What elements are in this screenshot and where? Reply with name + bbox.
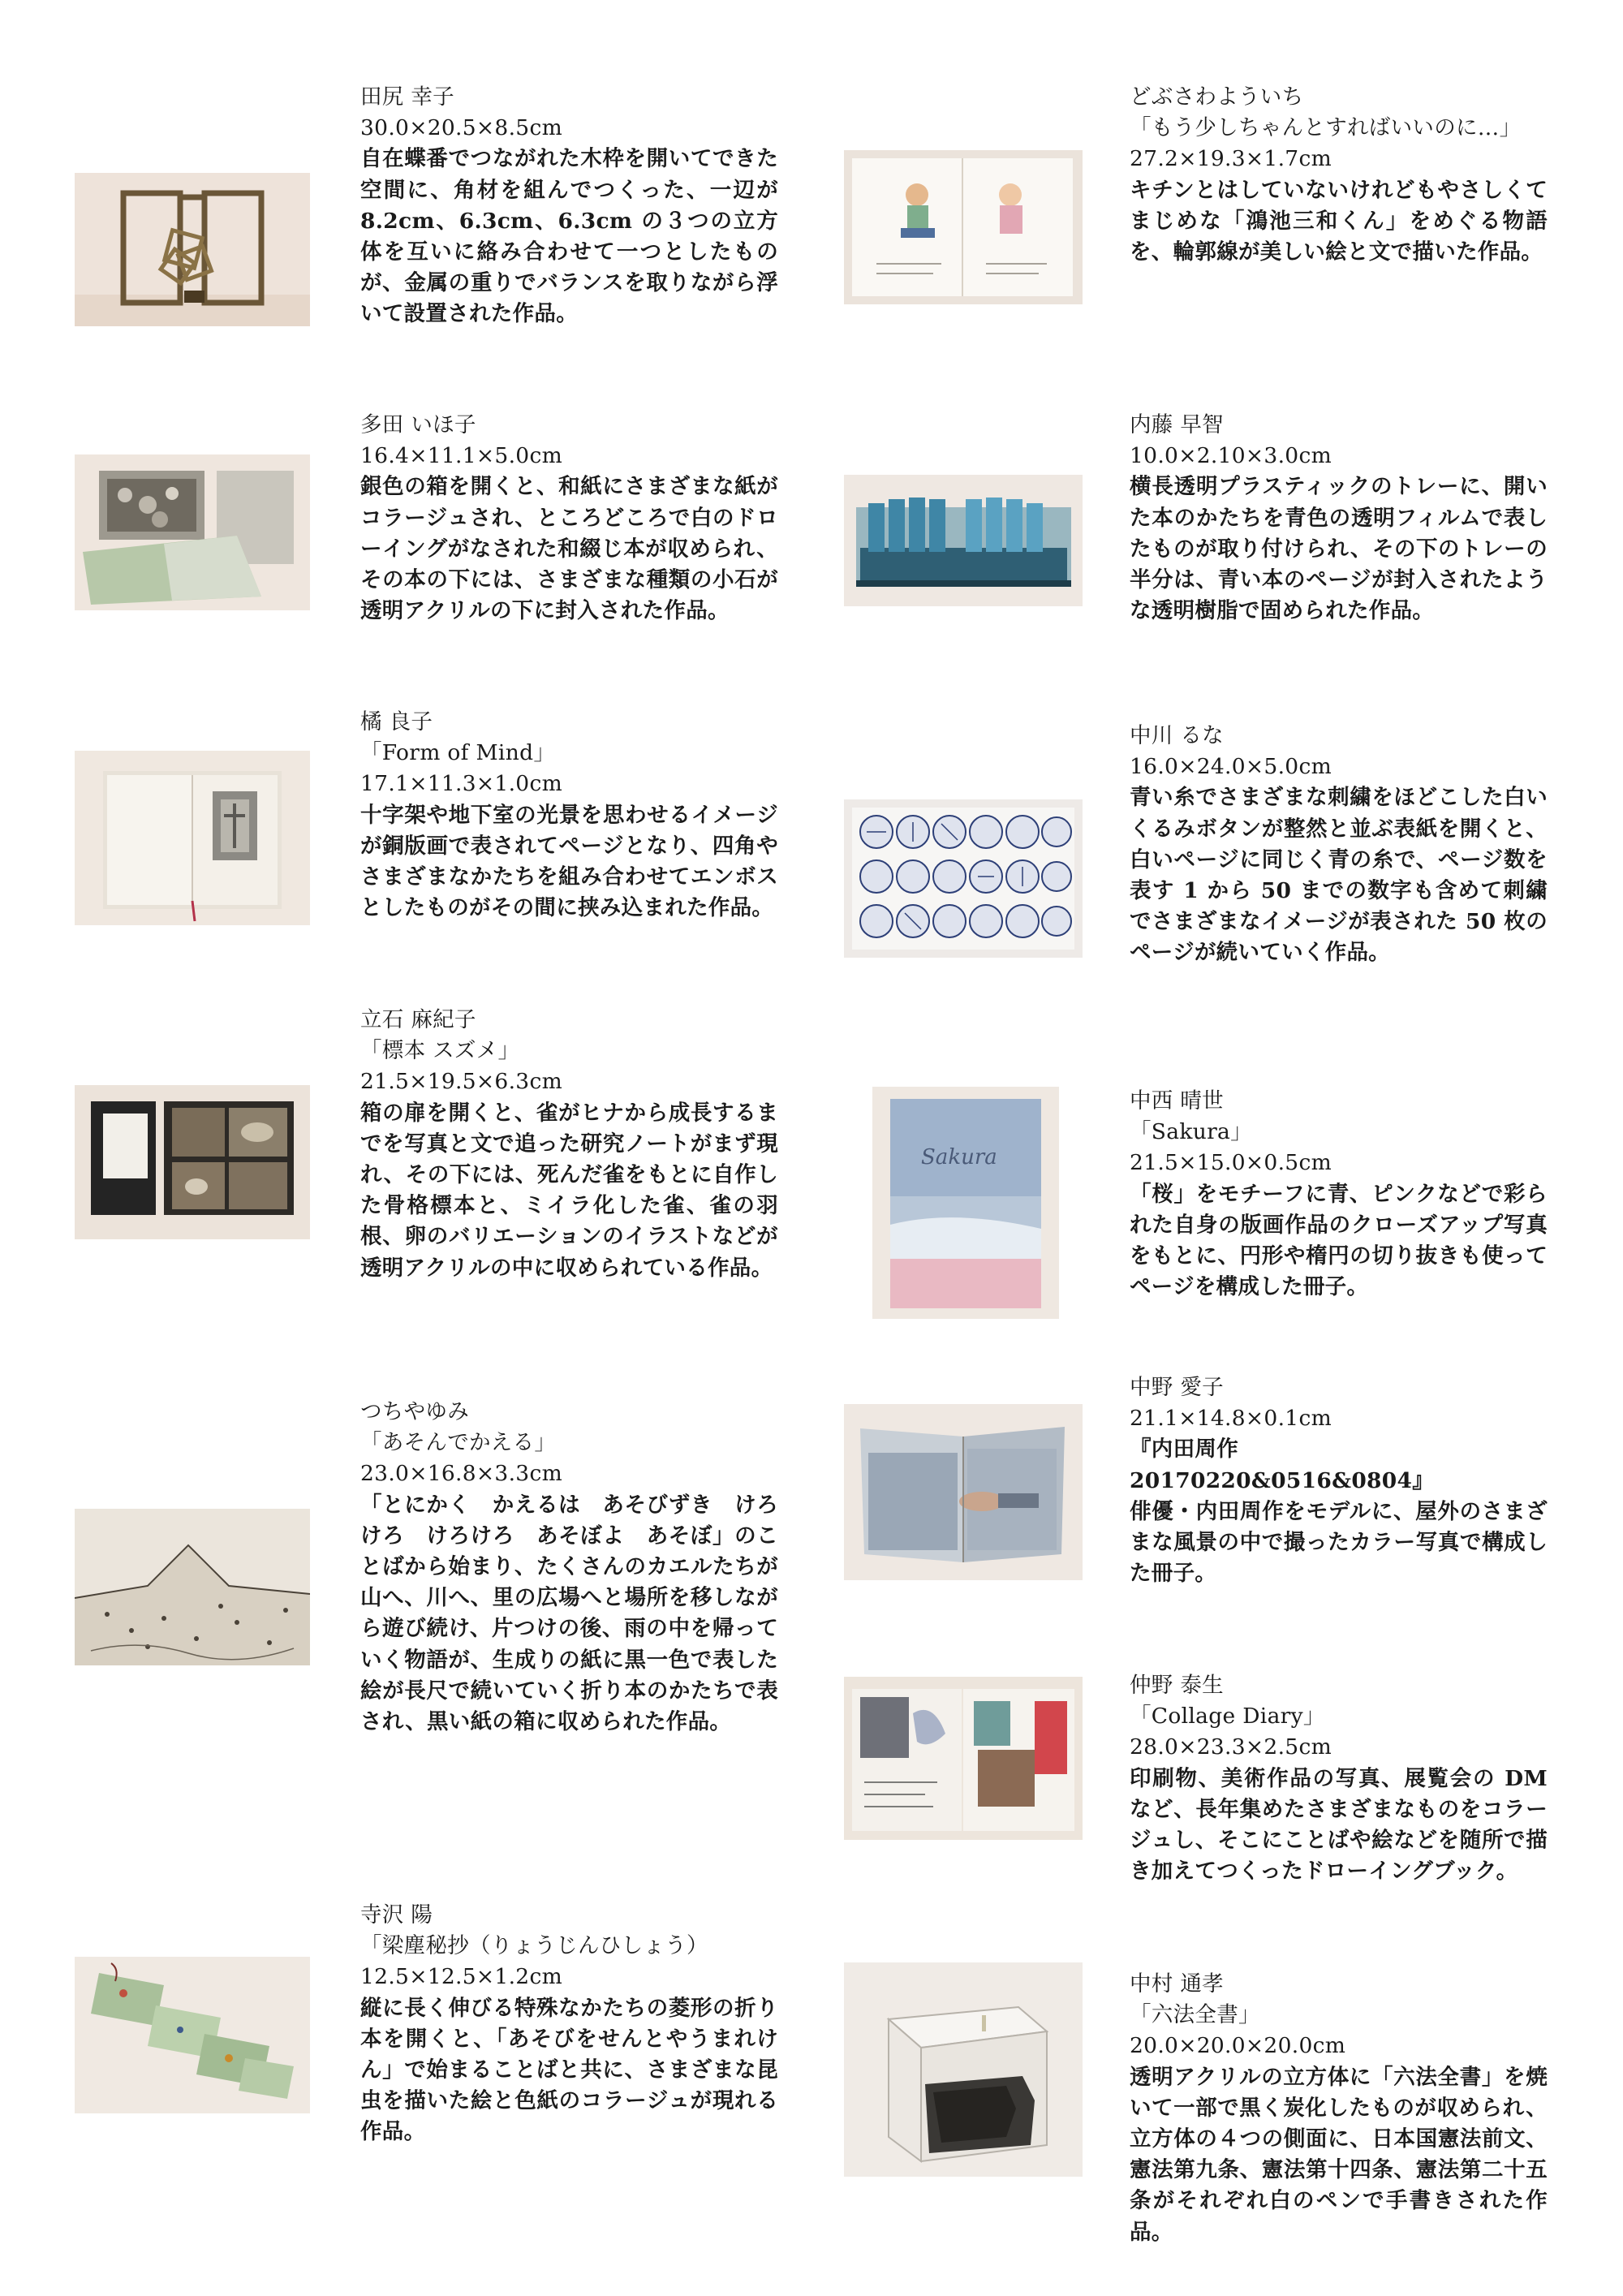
artwork-title: 「Form of Mind」 bbox=[360, 740, 556, 766]
artwork-photo bbox=[75, 1957, 310, 2113]
artist-name: 中西 晴世 bbox=[1130, 1088, 1224, 1114]
description: 印刷物、美術作品の写真、展覧会の DM など、長年集めたさまざまなものをコラージュし、そこにことばや絵などを随所で描き加えてつくったドローイングブック。 bbox=[1130, 1765, 1548, 1885]
dimensions: 27.2×19.3×1.7cm bbox=[1130, 146, 1332, 172]
artist-name: 中野 愛子 bbox=[1130, 1375, 1224, 1400]
artwork-title: 「六法全書」 bbox=[1130, 2002, 1260, 2028]
description: 縦に長く伸びる特殊なかたちの菱形の折り本を開くと、「あそびをせんとやうまれけん」で始まることばと共に、さまざまな昆虫を描いた絵と色紙のコラージュが現れる作品。 bbox=[360, 1995, 778, 2145]
artwork-photo bbox=[75, 751, 310, 925]
artist-name: どぶさわよういち bbox=[1130, 84, 1304, 110]
artist-name: 田尻 幸子 bbox=[360, 84, 454, 110]
dimensions: 21.5×15.0×0.5cm bbox=[1130, 1150, 1332, 1176]
artist-name: 多田 いほ子 bbox=[360, 412, 476, 437]
dimensions: 20.0×20.0×20.0cm bbox=[1130, 2033, 1346, 2059]
artist-name: 中川 るな bbox=[1130, 723, 1224, 748]
description: 十字架や地下室の光景を思わせるイメージが銅版画で表されてページとなり、四角やさまざまなかたちを組み合わせてエンボスとしたものがその間に挟み込まれた作品。 bbox=[360, 802, 778, 921]
description: 箱の扉を開くと、雀がヒナから成長するまでを写真と文で追った研究ノートがまず現れ、その下には、死んだ雀をもとに自作した骨格標本と、ミイラ化した雀、雀の羽根、卵のバリエーションのイラストなどが透明アクリルの中に収められている作品。 bbox=[360, 1100, 778, 1281]
artwork-photo bbox=[872, 1087, 1059, 1319]
artist-name: 橘 良子 bbox=[360, 709, 433, 734]
artwork-title: 「あそんでかえる」 bbox=[360, 1430, 557, 1456]
dimensions: 16.4×11.1×5.0cm bbox=[360, 443, 563, 469]
dimensions: 17.1×11.3×1.0cm bbox=[360, 771, 563, 797]
artwork-photo bbox=[844, 1677, 1083, 1840]
artwork-photo bbox=[844, 1962, 1083, 2177]
artwork-photo bbox=[844, 150, 1083, 304]
artwork-title: 「Collage Diary」 bbox=[1130, 1704, 1325, 1730]
artwork-photo bbox=[844, 475, 1083, 606]
artist-name: 中村 通孝 bbox=[1130, 1971, 1224, 1997]
artwork-photo bbox=[844, 799, 1083, 958]
dimensions: 21.5×19.5×6.3cm bbox=[360, 1069, 563, 1095]
dimensions: 12.5×12.5×1.2cm bbox=[360, 1964, 563, 1990]
dimensions: 28.0×23.3×2.5cm bbox=[1130, 1734, 1332, 1760]
description: 「とにかく かえるは あそびずき けろけろ けろけろ あそぼよ あそぼ」のことばから始まり、たくさんのカエルたちが山へ、川へ、里の広場へと場所を移しながら遊び続け、片つけの後、雨の中を帰っていく物語が、生成りの紙に黒一色で表した絵が長尺で続いていく折り本のかたちで表され、黒い紙の箱に収められた作品。 bbox=[360, 1492, 778, 1735]
cover-title: Sakura bbox=[921, 1145, 997, 1170]
dimensions: 16.0×24.0×5.0cm bbox=[1130, 754, 1332, 780]
artwork-photo bbox=[75, 454, 310, 610]
description: 透明アクリルの立方体に「六法全書」を焼いて一部で黒く炭化したものが収められ、立方体の４つの側面に、日本国憲法前文、憲法第九条、憲法第十四条、憲法第二十五条がそれぞれ白のペンで手書きされた作品。 bbox=[1130, 2064, 1548, 2245]
dimensions: 21.1×14.8×0.1cm bbox=[1130, 1406, 1332, 1432]
description: 「桜」をモチーフに青、ピンクなどで彩られた自身の版画作品のクローズアップ写真をもとに、円形や楕円の切り抜きも使ってページを構成した冊子。 bbox=[1130, 1181, 1548, 1300]
dimensions: 10.0×2.10×3.0cm bbox=[1130, 443, 1332, 469]
artwork-title: 「もう少しちゃんとすればいいのに…」 bbox=[1130, 115, 1522, 141]
artist-name: 寺沢 陽 bbox=[360, 1902, 433, 1928]
dimensions: 23.0×16.8×3.3cm bbox=[360, 1461, 563, 1487]
description: 青い糸でさまざまな刺繍をほどこした白いくるみボタンが整然と並ぶ表紙を開くと、白いページに同じく青の糸で、ページ数を表す 1 から 50 までの数字も含めて刺繍でさまざまなイメージが表された 50 枚のページが続いていく作品。 bbox=[1130, 785, 1548, 966]
dimensions: 30.0×20.5×8.5cm bbox=[360, 115, 563, 141]
artwork-photo bbox=[75, 1085, 310, 1239]
description: 『内田周作 20170220&0516&0804』 俳優・内田周作をモデルに、屋外のさまざまな風景の中で撮ったカラー写真で構成した冊子。 bbox=[1130, 1437, 1548, 1587]
artwork-photo bbox=[75, 1509, 310, 1665]
artwork-photo bbox=[75, 173, 310, 326]
artist-name: つちやゆみ bbox=[360, 1399, 469, 1424]
description: 横長透明プラスティックのトレーに、開いた本のかたちを青色の透明フィルムで表したものが取り付けられ、その下のトレーの半分は、青い本のページが封入されたような透明樹脂で固められた作品。 bbox=[1130, 474, 1548, 624]
artist-name: 内藤 早智 bbox=[1130, 412, 1224, 437]
description: キチンとはしていないけれどもやさしくてまじめな「鴻池三和くん」をめぐる物語を、輪郭線が美しい絵と文で描いた作品。 bbox=[1130, 177, 1548, 265]
artwork-photo bbox=[844, 1404, 1083, 1580]
description: 銀色の箱を開くと、和紙にさまざまな紙がコラージュされ、ところどころで白のドローイングがなされた和綴じ本が収められ、その本の下には、さまざまな種類の小石が透明アクリルの下に封入された作品。 bbox=[360, 474, 778, 624]
artwork-title: 「梁塵秘抄（りょうじんひしょう） bbox=[360, 1933, 708, 1959]
artwork-title: 「標本 スズメ」 bbox=[360, 1038, 520, 1064]
artist-name: 仲野 泰生 bbox=[1130, 1673, 1224, 1698]
artist-name: 立石 麻紀子 bbox=[360, 1007, 476, 1032]
description: 自在蝶番でつながれた木枠を開いてできた空間に、角材を組んでつくった、一辺が 8.2cm、6.3cm、6.3cm の３つの立方体を互いに絡み合わせて一つとしたものが、金属の重りでバランスを取りながら浮いて設置された作品。 bbox=[360, 146, 778, 327]
artwork-title: 「Sakura」 bbox=[1130, 1119, 1252, 1145]
